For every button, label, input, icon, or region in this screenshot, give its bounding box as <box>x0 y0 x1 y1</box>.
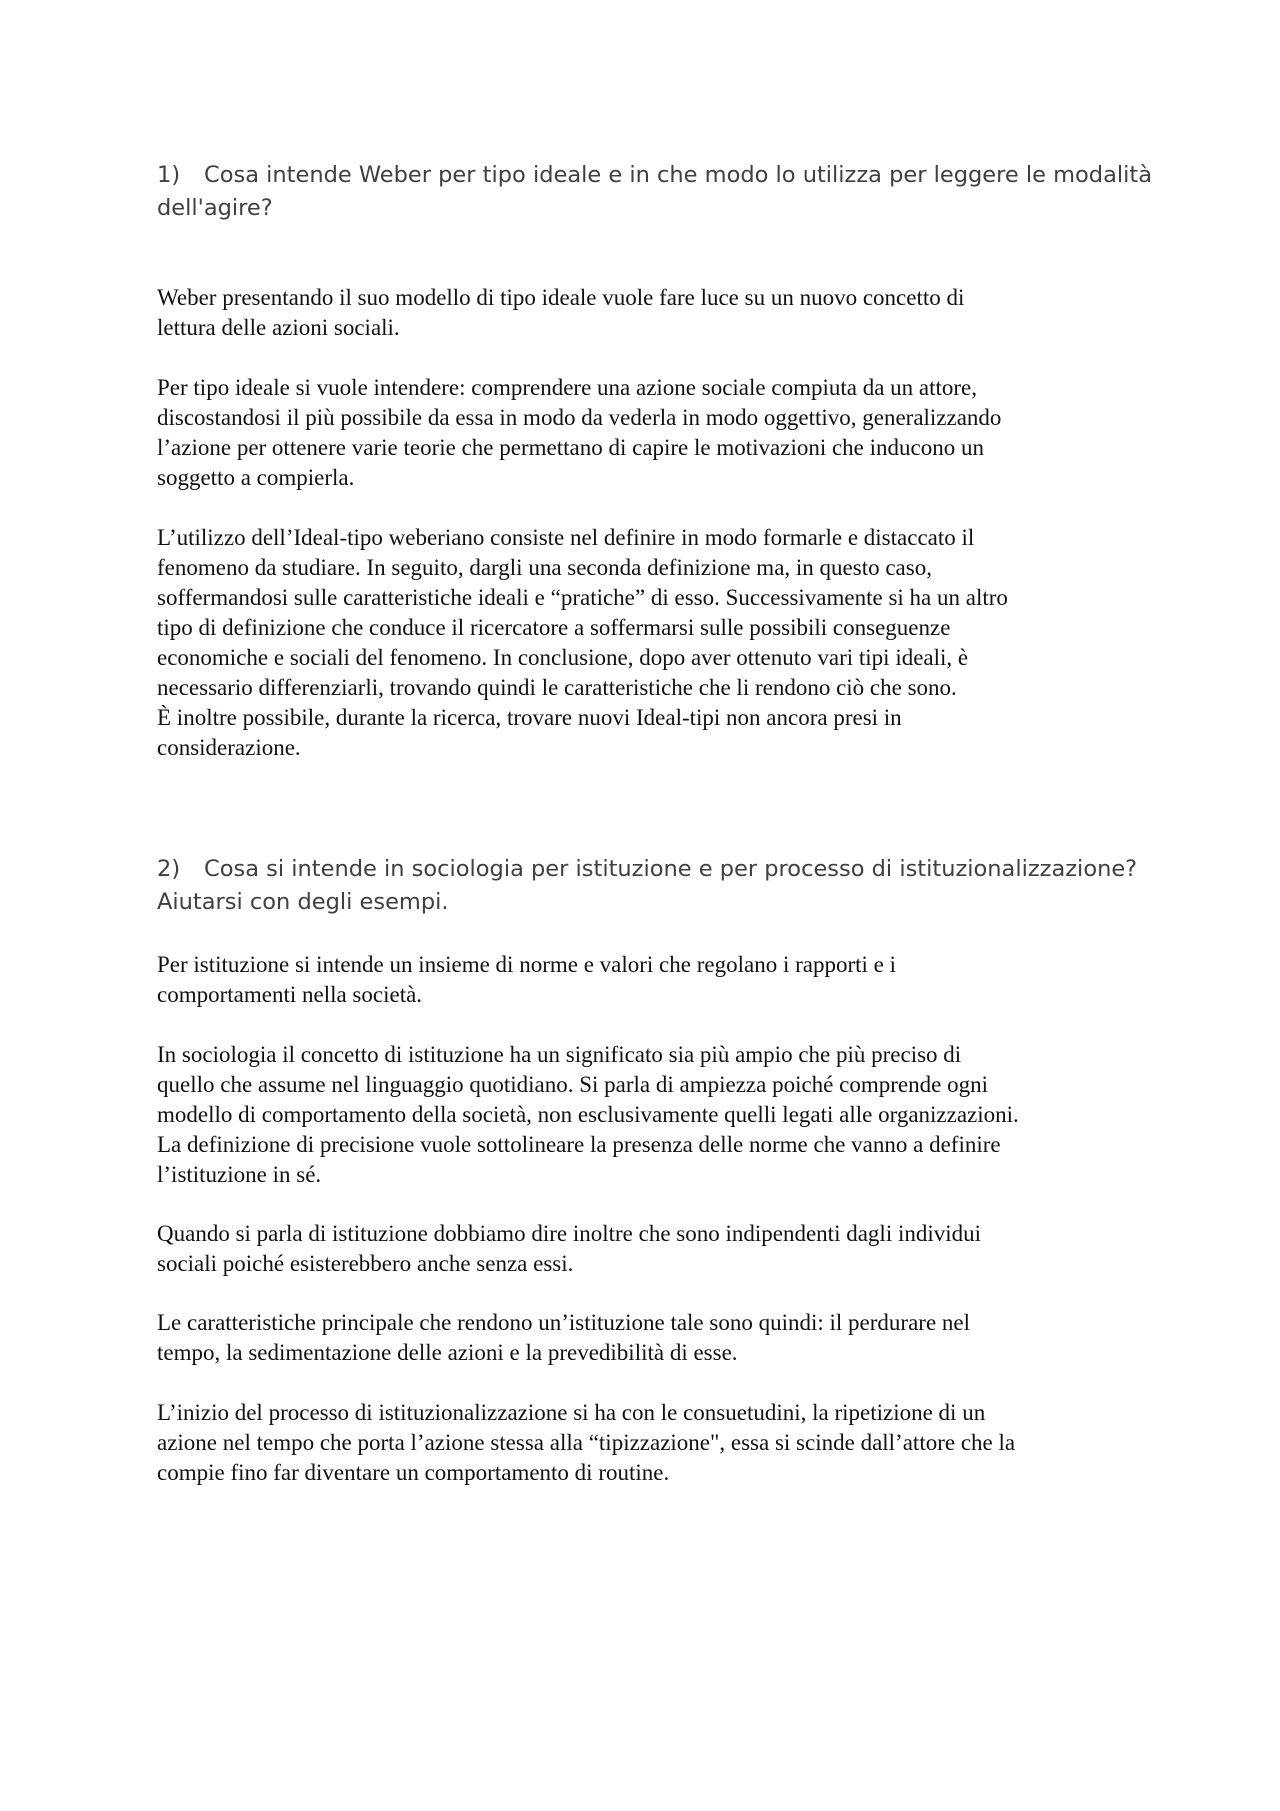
question-2-heading <box>157 853 1147 919</box>
answer-2-paragraph-3: Quando si parla di istituzione dobbiamo dire inoltre che sono indipendenti dagli individui sociali poiché esisterebbero anche senza essi. <box>157 1221 982 1276</box>
answer-2-paragraph-2: In sociologia il concetto di istituzione ha un significato sia più ampio che più preciso di quello che assume nel linguaggio quotidiano. Si parla di ampiezza poiché comprende ogni modello di comportamento della società, non esclusivamente quelli legati alle organizzazioni. La definizione di precisione vuole sottolineare la presenza delle norme che vanno a definire l’istituzione in sé. <box>157 1042 1019 1187</box>
question-2-number: 2) <box>157 856 181 882</box>
question-1-line-2: dell'agire? <box>157 195 273 221</box>
answer-2-paragraph-4: Le caratteristiche principale che rendono un’istituzione tale sono quindi: il perdurare nel tempo, la sedimentazione delle azioni e la prevedibilità di esse. <box>157 1310 970 1365</box>
answer-1-paragraph-2: Per tipo ideale si vuole intendere: comprendere una azione sociale compiuta da un attore, discostandosi il più possibile da essa in modo da vederla in modo oggettivo, generalizzando l’azione per ottenere varie teorie che permettano di capire le motivazioni che inducono un soggetto a compierla. <box>157 375 1002 490</box>
answer-1-paragraph-3: L’utilizzo dell’Ideal-tipo weberiano consiste nel definire in modo formarle e distaccato il fenomeno da studiare. In seguito, dargli una seconda definizione ma, in questo caso, soffermandosi sulle caratteristiche ideali e “pratiche” di esso. Successivamente si ha un altro tipo di definizione che conduce il ricercatore a soffermarsi sulle possibili conseguenze economiche e sociali del fenomeno. In conclusione, dopo aver ottenuto vari tipi ideali, è necessario differenziarli, trovando quindi le caratteristiche che li rendono ciò che sono. È inoltre possibile, durante la ricerca, trovare nuovi Ideal-tipi non ancora presi in considerazione. <box>157 525 1008 760</box>
question-2-line-2: Aiutarsi con degli esempi. <box>157 889 449 915</box>
answer-2-paragraph-5: L’inizio del processo di istituzionalizzazione si ha con le consuetudini, la ripetizione di un azione nel tempo che porta l’azione stessa alla “tipizzazione", essa si scinde dall’attore che la compie fino far diventare un comportamento di routine. <box>157 1400 1016 1485</box>
question-1-line-1: 1) Cosa intende Weber per tipo ideale e in che modo lo utilizza per leggere le modalità <box>157 159 1147 192</box>
question-2-line-1: 2) Cosa si intende in sociologia per istituzione e per processo di istituzionalizzazione? <box>157 853 1147 886</box>
question-1-number: 1) <box>157 162 181 188</box>
question-1-heading <box>157 159 1152 225</box>
answer-1-paragraph-1: Weber presentando il suo modello di tipo ideale vuole fare luce su un nuovo concetto di lettura delle azioni sociali. <box>157 285 965 340</box>
answer-2-paragraph-1: Per istituzione si intende un insieme di norme e valori che regolano i rapporti e i comportamenti nella società. <box>157 952 896 1007</box>
